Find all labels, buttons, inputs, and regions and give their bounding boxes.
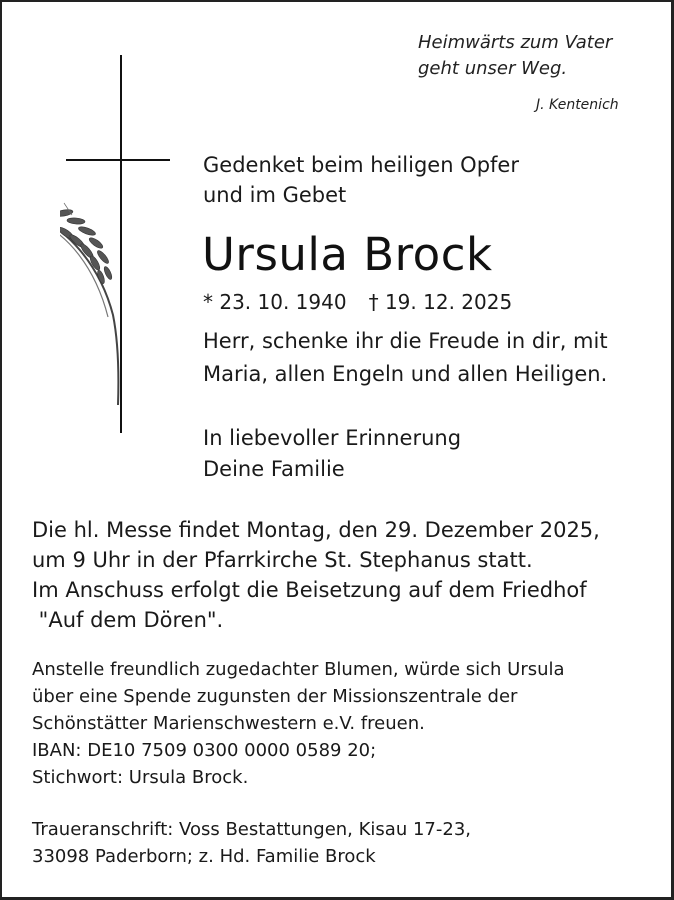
motto-author: J. Kentenich (536, 97, 619, 113)
motto-line: Heimwärts zum Vater (418, 32, 613, 53)
mass-info (32, 515, 600, 635)
cross-with-wheat-icon (60, 55, 180, 435)
mourning-address (32, 816, 471, 870)
keyword-line: Stichwort: Ursula Brock. (32, 767, 249, 788)
intro-line: Gedenket beim heiligen Opfer (203, 153, 519, 177)
mass-line: um 9 Uhr in der Pfarrkirche St. Stephanus statt. (32, 548, 533, 572)
birth-date: * 23. 10. 1940 (203, 290, 347, 314)
donation-line: Anstelle freundlich zugedachter Blumen, würde sich Ursula (32, 659, 565, 680)
life-dates (203, 288, 512, 316)
iban-line: IBAN: DE10 7509 0300 0000 0589 20; (32, 740, 377, 761)
motto-line: geht unser Weg. (418, 58, 568, 79)
donation-line: Schönstätter Marienschwestern e.V. freuen. (32, 713, 425, 734)
verse-line: Herr, schenke ihr die Freude in dir, mit (203, 329, 608, 353)
family-line: In liebevoller Erinnerung (203, 426, 462, 450)
family-signature (203, 423, 461, 485)
donation-info (32, 656, 565, 791)
intro-line: und im Gebet (203, 183, 347, 207)
intro-text (203, 150, 519, 210)
address-line: 33098 Paderborn; z. Hd. Familie Brock (32, 846, 376, 867)
family-line: Deine Familie (203, 457, 345, 481)
mass-line: "Auf dem Dören". (32, 608, 224, 632)
motto-quote (418, 30, 612, 82)
address-line: Traueranschrift: Voss Bestattungen, Kisau 17-23, (32, 819, 471, 840)
prayer-verse (203, 325, 608, 391)
mass-line: Die hl. Messe findet Montag, den 29. Dezember 2025, (32, 518, 600, 542)
mass-line: Im Anschuss erfolgt die Beisetzung auf dem Friedhof (32, 578, 587, 602)
donation-line: über eine Spende zugunsten der Missionszentrale der (32, 686, 518, 707)
deceased-name: Ursula Brock (202, 228, 493, 281)
death-date: † 19. 12. 2025 (368, 290, 513, 314)
verse-line: Maria, allen Engeln und allen Heiligen. (203, 362, 608, 386)
